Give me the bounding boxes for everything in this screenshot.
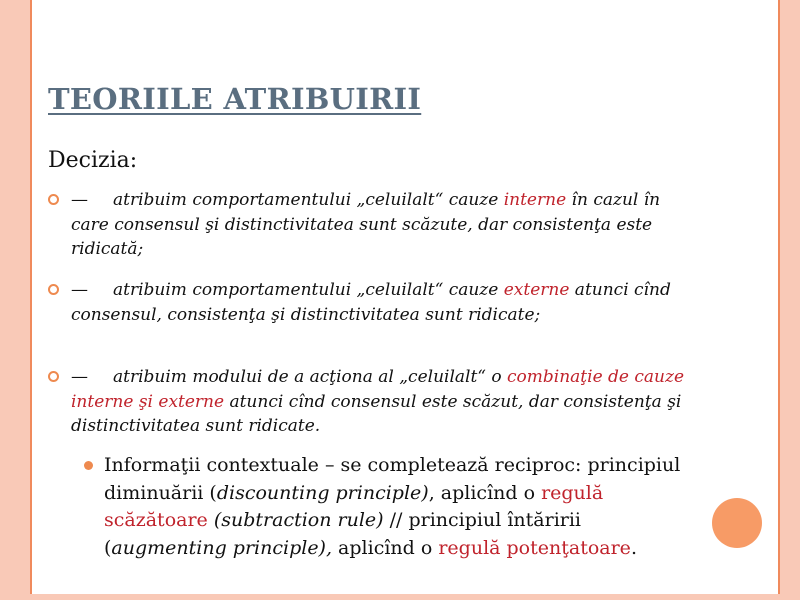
ring-bullet-icon bbox=[48, 194, 59, 205]
sub-text-4: aplicînd o bbox=[332, 536, 439, 559]
decorative-circle bbox=[712, 498, 762, 548]
slide-title: TEORIILE ATRIBUIRII bbox=[48, 82, 422, 116]
sub-italic-2: (subtraction rule) bbox=[207, 509, 384, 531]
sub-bullet-text bbox=[104, 452, 684, 562]
right-border-line bbox=[778, 0, 780, 600]
left-border-line bbox=[30, 0, 32, 600]
sub-text-3: // principiul întăririi ( bbox=[104, 509, 581, 559]
sub-text-5: . bbox=[630, 536, 637, 559]
dash: — bbox=[71, 280, 88, 300]
right-border bbox=[780, 0, 800, 600]
ring-bullet-icon bbox=[48, 284, 59, 295]
sub-bullet-item bbox=[84, 452, 684, 562]
bullet-item-3 bbox=[48, 365, 698, 439]
bullet-text-before: atribuim comportamentului „celuilalt“ cauze bbox=[113, 190, 504, 210]
sub-highlight-2: regulă potenţatoare bbox=[438, 536, 631, 559]
slide-heading: Decizia: bbox=[48, 148, 138, 173]
sub-text-1: Informaţii contextuale – se completează reciproc: principiul diminuării ( bbox=[104, 454, 681, 504]
bullet-text-before: atribuim modului de a acţiona al „celuilalt“ o bbox=[113, 367, 508, 387]
bullet-text-after: atunci cînd consensul este scăzut, dar consistenţa şi distinctivitatea sunt ridicate. bbox=[71, 391, 682, 436]
bullet-text-after: atunci cînd consensul, consistenţa şi distinctivitatea sunt ridicate; bbox=[71, 280, 671, 325]
dash: — bbox=[71, 367, 88, 387]
sub-italic-1: discounting principle) bbox=[216, 481, 429, 504]
sub-text-2: , aplicînd o bbox=[428, 481, 542, 504]
bullet-highlight: interne bbox=[503, 190, 567, 210]
ring-bullet-icon bbox=[48, 371, 59, 382]
bullet-text bbox=[71, 278, 698, 327]
dash: — bbox=[71, 190, 88, 210]
bullet-item-1 bbox=[48, 188, 698, 262]
bullet-text bbox=[71, 365, 698, 439]
sub-highlight-1: regulă scăzătoare bbox=[104, 481, 604, 531]
left-border bbox=[0, 0, 30, 600]
bullet-text-after: în cazul în care consensul şi distinctivitatea sunt scăzute, dar consistenţa este ridicată; bbox=[71, 190, 661, 259]
dot-bullet-icon bbox=[84, 461, 93, 470]
bullet-highlight: externe bbox=[503, 280, 570, 300]
bottom-border bbox=[0, 594, 800, 600]
sub-italic-3: augmenting principle), bbox=[111, 536, 333, 559]
bullet-highlight: combinaţie de cauze interne şi externe bbox=[71, 367, 685, 412]
bullet-text-before: atribuim comportamentului „celuilalt“ cauze bbox=[113, 280, 504, 300]
bullet-item-2 bbox=[48, 278, 698, 327]
bullet-text bbox=[71, 188, 698, 262]
